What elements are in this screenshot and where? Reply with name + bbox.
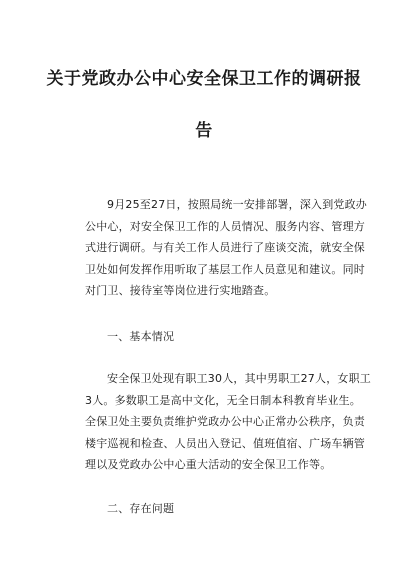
paragraph-line: 式进行调研。与有关工作人员进行了座谈交流，就安全保 xyxy=(85,241,365,254)
section-heading-problems xyxy=(85,500,174,516)
paragraph-line: 安全保卫处现有职工30人，其中男职工27人，女职工 xyxy=(107,372,371,385)
section-heading-basic-info xyxy=(85,328,174,344)
document-title-line-2: 告 xyxy=(195,121,213,141)
paragraph-line: 对门卫、接待室等岗位进行实地踏查。 xyxy=(85,284,276,297)
section-heading-text: 二、存在问题 xyxy=(107,502,175,515)
intro-paragraph xyxy=(85,194,367,302)
basic-info-paragraph xyxy=(85,368,371,476)
document-title-line-1: 关于党政办公中心安全保卫工作的调研报 xyxy=(46,69,362,89)
paragraph-line: 3人。多数职工是高中文化，无全日制本科教育毕业生。 xyxy=(85,393,361,407)
section-heading-text: 一、基本情况 xyxy=(107,330,175,343)
paragraph-line: 理以及党政办公中心重大活动的安全保卫工作等。 xyxy=(85,458,332,471)
paragraph-line: 9月25至27日，按照局统一安排部署，深入到党政办 xyxy=(107,198,367,211)
paragraph-line: 全保卫处主要负责维护党政办公中心正常办公秩序，负责 xyxy=(85,415,365,428)
paragraph-line: 卫处如何发挥作用听取了基层工作人员意见和建议。同时 xyxy=(85,262,365,276)
paragraph-line: 公中心，对安全保卫工作的人员情况、服务内容、管理方 xyxy=(85,219,365,233)
paragraph-line: 楼宇巡视和检查、人员出入登记、值班值宿、广场车辆管 xyxy=(85,436,365,450)
